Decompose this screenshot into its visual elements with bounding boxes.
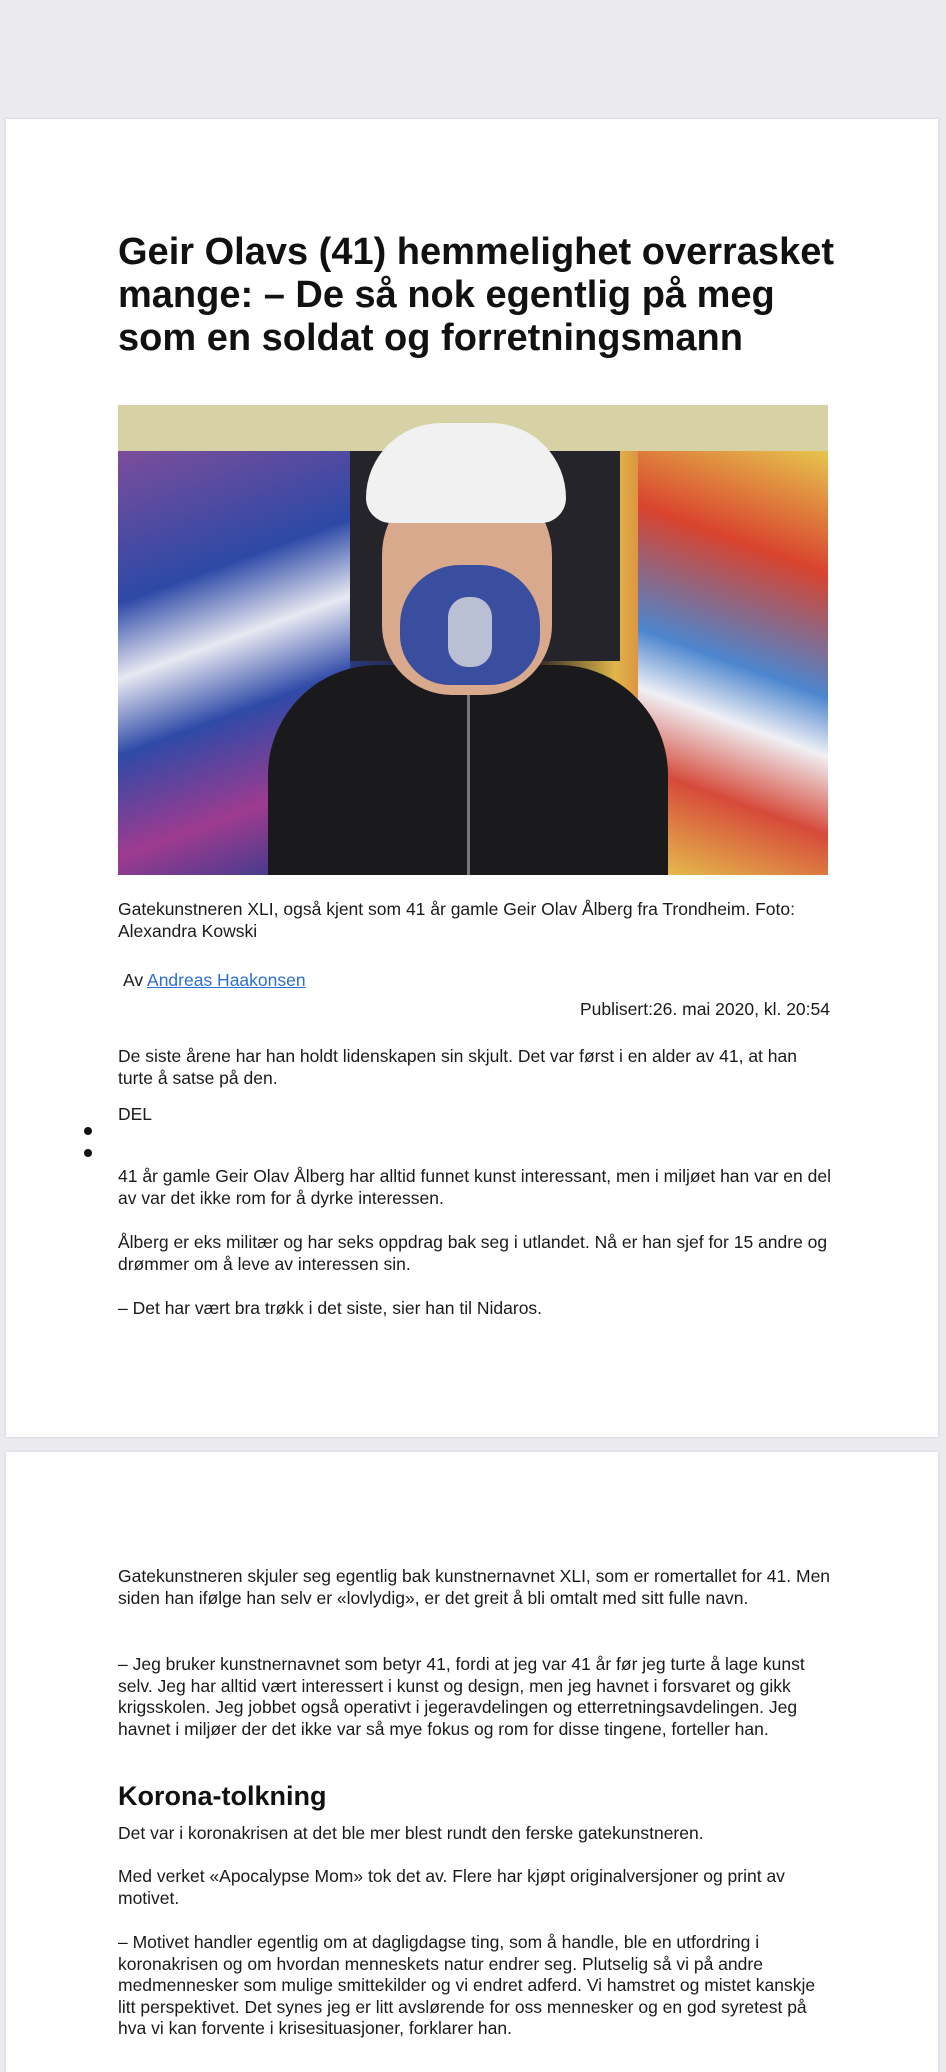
author-link[interactable]: Andreas Haakonsen	[147, 970, 306, 990]
paragraph: Ålberg er eks militær og har seks oppdrag bak seg i utlandet. Nå er han sjef for 15 andre og drømmer om å leve av interessen sin.	[118, 1232, 828, 1274]
article-photo	[118, 405, 828, 875]
share-list-item[interactable]	[84, 1149, 92, 1157]
share-list-item[interactable]	[84, 1127, 92, 1135]
published-date: Publisert:26. mai 2020, kl. 20:54	[579, 999, 830, 1019]
subheading: Korona-tolkning	[118, 1781, 327, 1811]
share-list	[84, 1127, 92, 1171]
image-caption: Gatekunstneren XLI, også kjent som 41 år gamle Geir Olav Ålberg fra Trondheim. Foto: Alexandra Kowski	[118, 899, 795, 941]
paragraph: – Det har vært bra trøkk i det siste, sier han til Nidaros.	[118, 1298, 543, 1318]
paragraph: Det var i koronakrisen at det ble mer blest rundt den ferske gatekunstneren.	[118, 1823, 704, 1843]
article-lead: De siste årene har han holdt lidenskapen sin skjult. Det var først i en alder av 41, at han turte å satse på den.	[118, 1046, 797, 1088]
paragraph: – Motivet handler egentlig om at dagligdagse ting, som å handle, ble en utfordring i koronakrisen og om hvordan menneskets natur endrer seg. Plutselig så vi på andre medmennesker som mulige smittekilder og vi endret adferd. Vi hamstret og mistet kanskje litt perspektivet. Det synes jeg er litt avslørende for oss mennesker og en god syretest på hva vi kan forvente i krisesituasjoner, forklarer han.	[118, 1932, 816, 2038]
paragraph: Med verket «Apocalypse Mom» tok det av. Flere har kjøpt originalversjoner og print av motivet.	[118, 1866, 785, 1908]
article-title: Geir Olavs (41) hemmelighet overrasket mange: – De så nok egentlig på meg som en soldat og forretningsmann	[118, 231, 834, 359]
paragraph: Gatekunstneren skjuler seg egentlig bak kunstnernavnet XLI, som er romertallet for 41. Men siden han ifølge han selv er «lovlydig», er det greit å bli omtalt med sitt fulle navn.	[118, 1566, 831, 1608]
paragraph: – Jeg bruker kunstnernavnet som betyr 41, fordi at jeg var 41 år før jeg turte å lage kunst selv. Jeg har alltid vært interessert i kunst og design, men jeg havnet i forsvaret og gikk krigsskolen. Jeg jobbet også operativt i jegeravdelingen og etterretningsavdelingen. Jeg havnet i miljøer der det ikke var så mye fokus og rom for disse tingene, forteller han.	[118, 1654, 805, 1739]
byline-prefix: Av	[123, 970, 144, 990]
byline	[123, 969, 306, 991]
paragraph: 41 år gamle Geir Olav Ålberg har alltid funnet kunst interessant, men i miljøet han var en del av var det ikke rom for å dyrke interessen.	[118, 1166, 831, 1208]
share-label[interactable]: DEL	[118, 1104, 153, 1124]
document-page-1	[6, 119, 938, 1437]
document-page-2	[6, 1452, 938, 2072]
